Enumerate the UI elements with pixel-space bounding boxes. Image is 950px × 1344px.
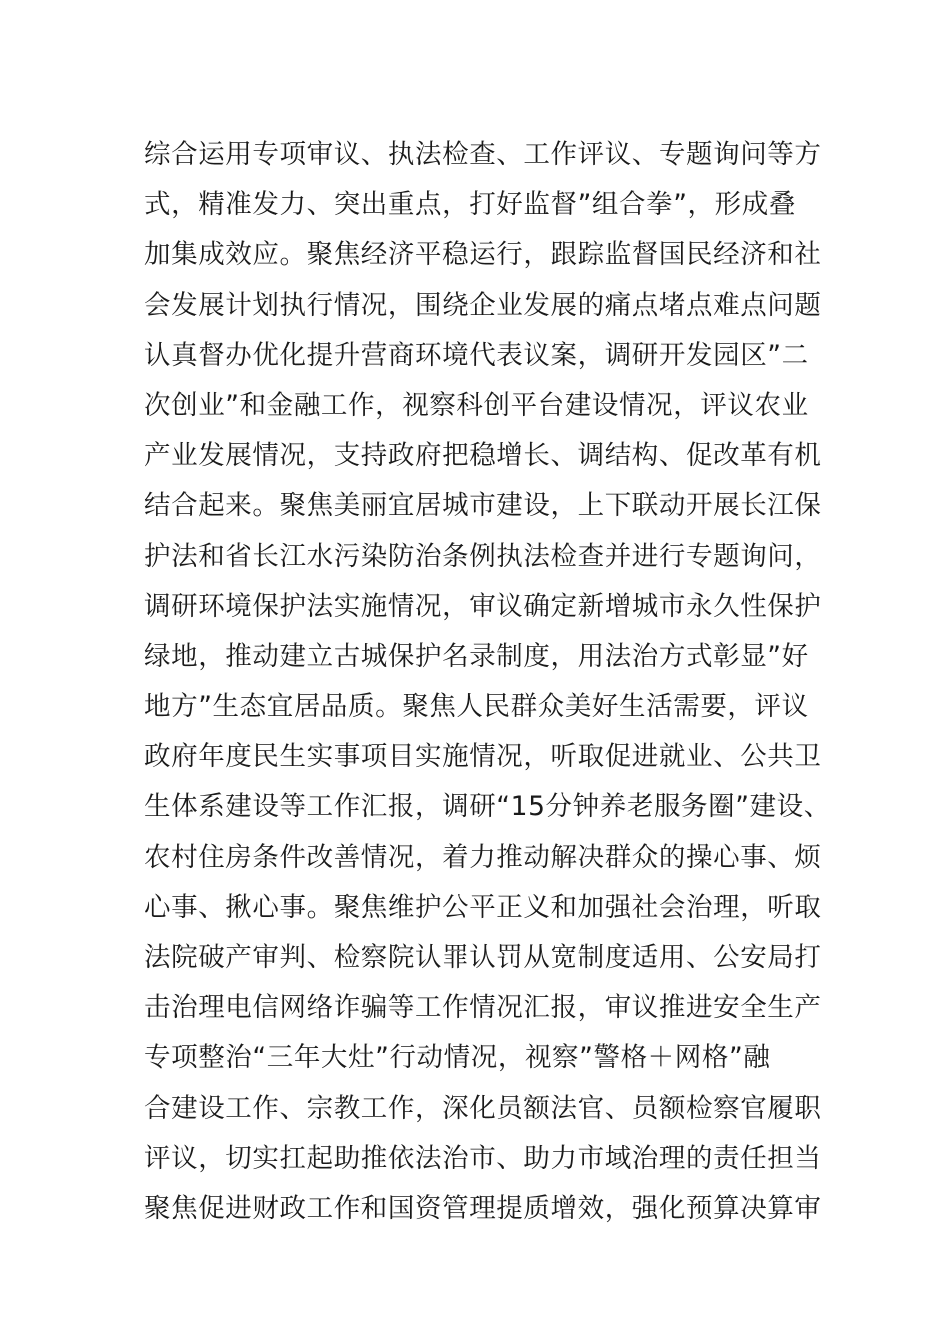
text-line: 农村住房条件改善情况，着力推动解决群众的操心事、烦 <box>144 841 822 873</box>
text-line: 法院破产审判、检察院认罪认罚从宽制度适用、公安局打 <box>144 942 822 973</box>
text-line: 调研环境保护法实施情况，审议确定新增城市永久性保护 <box>144 590 822 622</box>
text-line: 聚焦促进财政工作和国资管理提质增效，强化预算决算审 <box>144 1192 822 1224</box>
text-line: 次创业”和金融工作，视察科创平台建设情况，评议农业 <box>144 389 809 421</box>
text-line: 合建设工作、宗教工作，深化员额法官、员额检察官履职 <box>144 1092 822 1124</box>
text-line: 式，精准发力、突出重点，打好监督”组合拳”，形成叠 <box>144 189 796 221</box>
text-line: 绿地，推动建立古城保护名录制度，用法治方式彰显”好 <box>144 640 809 672</box>
text-line: 会发展计划执行情况，围绕企业发展的痛点堵点难点问题 <box>144 289 822 321</box>
text-line: 认真督办优化提升营商环境代表议案，调研开发园区”二 <box>144 339 809 371</box>
text-line: 结合起来。聚焦美丽宜居城市建设，上下联动开展长江保 <box>144 490 822 522</box>
text-line: 评议，切实扛起助推依法治市、助力市域治理的责任担当 <box>144 1142 822 1174</box>
text-line: 地方”生态宜居品质。聚焦人民群众美好生活需要，评议 <box>144 691 809 723</box>
text-line: 政府年度民生实事项目实施情况，听取促进就业、公共卫 <box>144 741 822 773</box>
text-line: 综合运用专项审议、执法检查、工作评议、专题询问等方 <box>144 139 822 170</box>
text-line: 加集成效应。聚焦经济平稳运行，跟踪监督国民经济和社 <box>144 239 822 271</box>
text-line: 产业发展情况，支持政府把稳增长、调结构、促改革有机 <box>144 440 822 472</box>
body-paragraph <box>144 130 834 1234</box>
text-line: 击治理电信网络诈骗等工作情况汇报，审议推进安全生产 <box>144 992 822 1024</box>
text-line: 生体系建设等工作汇报，调研“15分钟养老服务圈”建设、 <box>144 791 831 823</box>
text-line: 心事、揪心事。聚焦维护公平正义和加强社会治理，听取 <box>144 891 822 923</box>
text-line: 护法和省长江水污染防治条例执法检查并进行专题询问， <box>144 540 822 572</box>
text-line: 专项整治“三年大灶”行动情况，视察”警格＋网格”融 <box>144 1042 771 1074</box>
